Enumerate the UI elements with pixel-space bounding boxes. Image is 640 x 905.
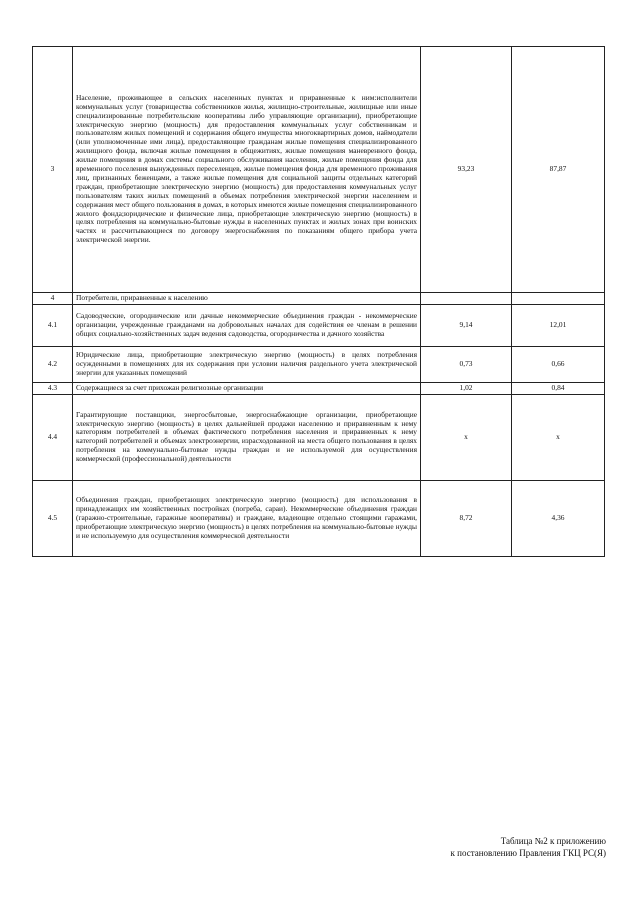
row-value-1: 93,23 (421, 47, 512, 293)
row-number: 4.5 (33, 480, 73, 556)
row-value-1: 9,14 (421, 304, 512, 346)
table-row (33, 394, 605, 480)
row-value-2: 87,87 (512, 47, 605, 293)
table-row (33, 480, 605, 556)
row-description: Садоводческие, огороднические или дачные некоммерческие объединения граждан - некоммерческие организации, учрежденные гражданами на добровольных началах для содействия ее членам в решении общих социально-хозяйственных задач ведения садоводства, огородничества и дачного хозяйства (73, 304, 421, 346)
row-value-1: x (421, 394, 512, 480)
table-row (33, 382, 605, 394)
row-value-2: 0,84 (512, 382, 605, 394)
row-description: Содержащиеся за счет прихожан религиозные организации (73, 382, 421, 394)
table-caption (451, 836, 606, 859)
row-description: Потребители, приравненные к населению (73, 293, 421, 305)
row-value-1: 8,72 (421, 480, 512, 556)
row-value-2: x (512, 394, 605, 480)
row-description: Юридические лица, приобретающие электрическую энергию (мощность) в целях потребления осужденными в помещениях для их содержания при условии наличия раздельного учета электрической энергии для указанных помещений (73, 346, 421, 382)
row-number: 4.2 (33, 346, 73, 382)
row-number: 4 (33, 293, 73, 305)
row-value-1: 0,73 (421, 346, 512, 382)
caption-line-2: к постановлению Правления ГКЦ РС(Я) (450, 847, 606, 858)
row-value-2 (512, 293, 605, 305)
row-number: 3 (33, 47, 73, 293)
caption-line-1: Таблица №2 к приложению (500, 836, 606, 846)
table-row (33, 47, 605, 293)
row-number: 4.1 (33, 304, 73, 346)
row-description: Гарантирующие поставщики, энергосбытовые, энергоснабжающие организации, приобретающие электрическую энергию (мощность) в целях дальнейшей продажи населению и приравненным к нему категориям потребителей в объемах фактического потребления населения и приравненных к нему категорий потребителей и объемах электроэнергии, израсходованной на места общего пользования в целях потребления на коммунально-бытовые нужды граждан и не используемой для осуществления коммерческой (профессиональной) деятельности (73, 394, 421, 480)
row-value-2: 4,36 (512, 480, 605, 556)
row-value-2: 12,01 (512, 304, 605, 346)
row-value-1 (421, 293, 512, 305)
table-row (33, 346, 605, 382)
row-number: 4.3 (33, 382, 73, 394)
row-description: Объединения граждан, приобретающих электрическую энергию (мощность) для использования в принадлежащих им хозяйственных постройках (погреба, сараи). Некоммерческие объединения граждан (гаражно-строительные, гаражные кооперативы) и граждане, владеющие отдельно стоящими гаражами, приобретающие электрическую энергию (мощность) в целях потребления на коммунально-бытовые нужды и не используемую для осуществления коммерческой деятельности (73, 480, 421, 556)
tariff-table (32, 46, 605, 557)
row-description: Население, проживающее в сельских населенных пунктах и приравненные к ним:исполнители коммунальных услуг (товарищества собственников жилья, жилищно-строительные, жилищные или иные специализированные потребительские кооперативы либо управляющие организации), приобретающие электрическую энергию (мощность) для предоставления коммунальных услуг собственникам и пользователям жилых помещений и содержания общего имущества многоквартирных домов, наймодатели (или уполномоченные ими лица), предоставляющие гражданам жилые помещения специализированного жилищного фонда, включая жилые помещения в общежитиях, жилые помещения маневренного фонда, жилые помещения в домах системы социального обслуживания населения, жилые помещения фонда для временного поселения вынужденных переселенцев, жилые помещения фонда для временного проживания лиц, признанных беженцами, а также жилые помещения для социальной защиты отдельных категорий граждан, приобретающие электрическую энергию (мощность) для предоставления коммунальных услуг пользователям таких жилых помещений в объемах потребления электрической энергии населением и содержания мест общего пользования в домах, в которых имеются жилые помещения специализированного жилого фонда;юридические и физические лица, приобретающие электрическую энергию (мощность) в целях потребления на коммунально-бытовые нужды в населенных пунктах и жилых зонах при воинских частях и рассчитывающиеся по договору энергоснабжения по показаниям общего прибора учета электрической энергии. (73, 47, 421, 293)
row-value-1: 1,02 (421, 382, 512, 394)
table-row (33, 304, 605, 346)
row-value-2: 0,66 (512, 346, 605, 382)
row-number: 4.4 (33, 394, 73, 480)
table-row (33, 293, 605, 305)
